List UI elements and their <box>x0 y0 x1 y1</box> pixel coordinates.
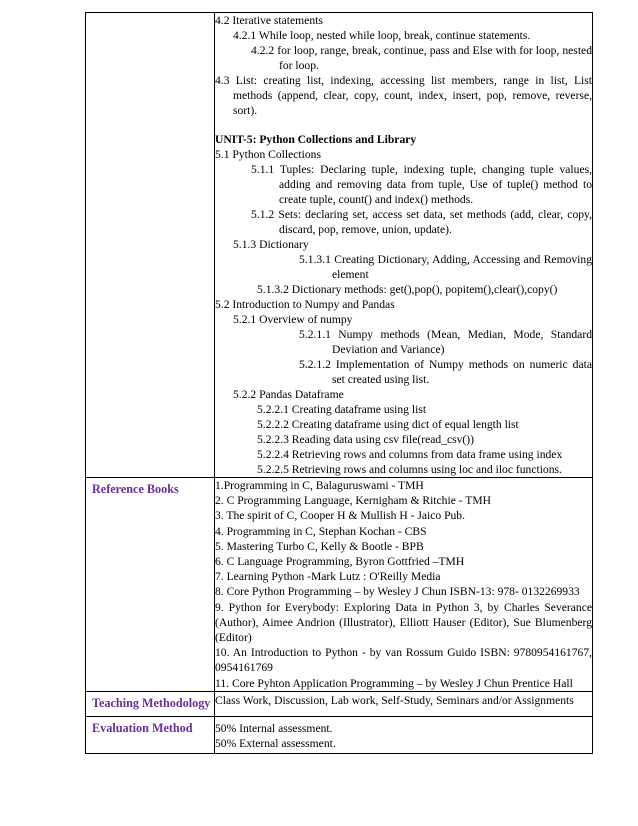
topic-5-1-3-2: 5.1.3.2 Dictionary methods: get(),pop(), popitem(),clear(),copy() <box>257 283 558 296</box>
reference-book-3: 3. The spirit of C, Cooper H & Mullish H - Jaico Pub. <box>215 509 466 523</box>
reference-book-4: 4. Programming in C, Stephan Kochan - CBS <box>215 524 427 538</box>
topic-5-1-1: 5.1.1 Tuples: Declaring tuple, indexing tuple, changing tuple values, adding and removing data from tuple, Use of tuple() method to create tuple, count() and index() methods. <box>251 163 592 206</box>
topic-4-2-2: 4.2.2 for loop, range, break, continue, pass and Else with for loop, nested for loop. <box>251 44 592 72</box>
evaluation-row <box>86 716 593 753</box>
teaching-methodology-text: Class Work, Discussion, Lab work, Self-Study, Seminars and/or Assignments <box>215 693 574 707</box>
reference-book-8: 8. Core Python Programming – by Wesley J Chun ISBN-13: 978- 0132269933 <box>215 585 580 599</box>
reference-book-6: 6. C Language Programming, Byron Gottfried –TMH <box>215 555 465 569</box>
topic-4-2-1: 4.2.1 While loop, nested while loop, break, continue statements. <box>233 29 531 42</box>
evaluation-method-label: Evaluation Method <box>92 720 193 735</box>
topic-5-1-2: 5.1.2 Sets: declaring set, access set data, set methods (add, clear, copy, discard, pop, remove, union, update). <box>251 208 592 236</box>
reference-list <box>215 478 593 692</box>
topic-5-1: 5.1 Python Collections <box>215 148 321 161</box>
evaluation-cell <box>215 716 593 753</box>
reference-book-7: 7. Learning Python -Mark Lutz : O'Reilly Media <box>215 570 441 584</box>
evaluation-external: 50% External assessment. <box>215 736 336 750</box>
topic-5-2-1: 5.2.1 Overview of numpy <box>233 313 353 326</box>
unit-5-title: UNIT-5: Python Collections and Library <box>215 133 417 146</box>
syllabus-table <box>85 12 593 754</box>
topic-5-2-2-1: 5.2.2.1 Creating dataframe using list <box>257 403 427 416</box>
content-cell <box>215 13 593 478</box>
teaching-row <box>86 691 593 716</box>
evaluation-internal: 50% Internal assessment. <box>215 721 333 735</box>
teaching-methodology-label: Teaching Methodology <box>92 695 211 710</box>
reference-row <box>86 478 593 692</box>
topic-5-2-1-2: 5.2.1.2 Implementation of Numpy methods on numeric data set created using list. <box>299 358 592 386</box>
topic-5-1-3: 5.1.3 Dictionary <box>233 238 309 251</box>
topic-5-2-2: 5.2.2 Pandas Dataframe <box>233 388 344 401</box>
reference-book-11: 11. Core Pyhton Application Programming – by Wesley J Chun Prentice Hall <box>215 676 573 690</box>
topic-4-2: 4.2 Iterative statements <box>215 14 323 27</box>
content-row <box>86 13 593 478</box>
evaluation-label-cell <box>86 716 215 753</box>
reference-book-2: 2. C Programming Language, Kernigham & Ritchie - TMH <box>215 494 492 508</box>
reference-book-10: 10. An Introduction to Python - by van Rossum Guido ISBN: 9780954161767, 0954161769 <box>215 646 592 675</box>
teaching-cell <box>215 691 593 716</box>
reference-label-cell <box>86 478 215 692</box>
topic-4-3: 4.3 List: creating list, indexing, accessing list members, range in list, List methods (append, clear, copy, count, index, insert, pop, remove, reverse, sort). <box>215 74 592 117</box>
topic-5-2-2-5: 5.2.2.5 Retrieving rows and columns using loc and iloc functions. <box>257 463 562 476</box>
reference-books-label: Reference Books <box>92 482 179 496</box>
content-label-cell <box>86 13 215 478</box>
topic-5-2-2-2: 5.2.2.2 Creating dataframe using dict of equal length list <box>257 418 519 431</box>
topic-5-2-2-4: 5.2.2.4 Retrieving rows and columns from data frame using index <box>257 448 563 461</box>
topic-5-2-1-1: 5.2.1.1 Numpy methods (Mean, Median, Mode, Standard Deviation and Variance) <box>299 328 592 356</box>
reference-book-9: 9. Python for Everybody: Exploring Data in Python 3, by Charles Severance (Author), Aimee Andrion (Illustrator), Elliott Hauser (Editor), Sue Blumenberg (Editor) <box>215 600 592 645</box>
topic-5-1-3-1: 5.1.3.1 Creating Dictionary, Adding, Accessing and Removing element <box>299 253 592 281</box>
reference-book-5: 5. Mastering Turbo C, Kelly & Bootle - BPB <box>215 539 424 553</box>
reference-book-1: 1.Programming in C, Balaguruswami - TMH <box>215 479 424 492</box>
teaching-label-cell <box>86 691 215 716</box>
topic-5-2: 5.2 Introduction to Numpy and Pandas <box>215 298 395 311</box>
topic-5-2-2-3: 5.2.2.3 Reading data using csv file(read_csv()) <box>257 433 474 446</box>
